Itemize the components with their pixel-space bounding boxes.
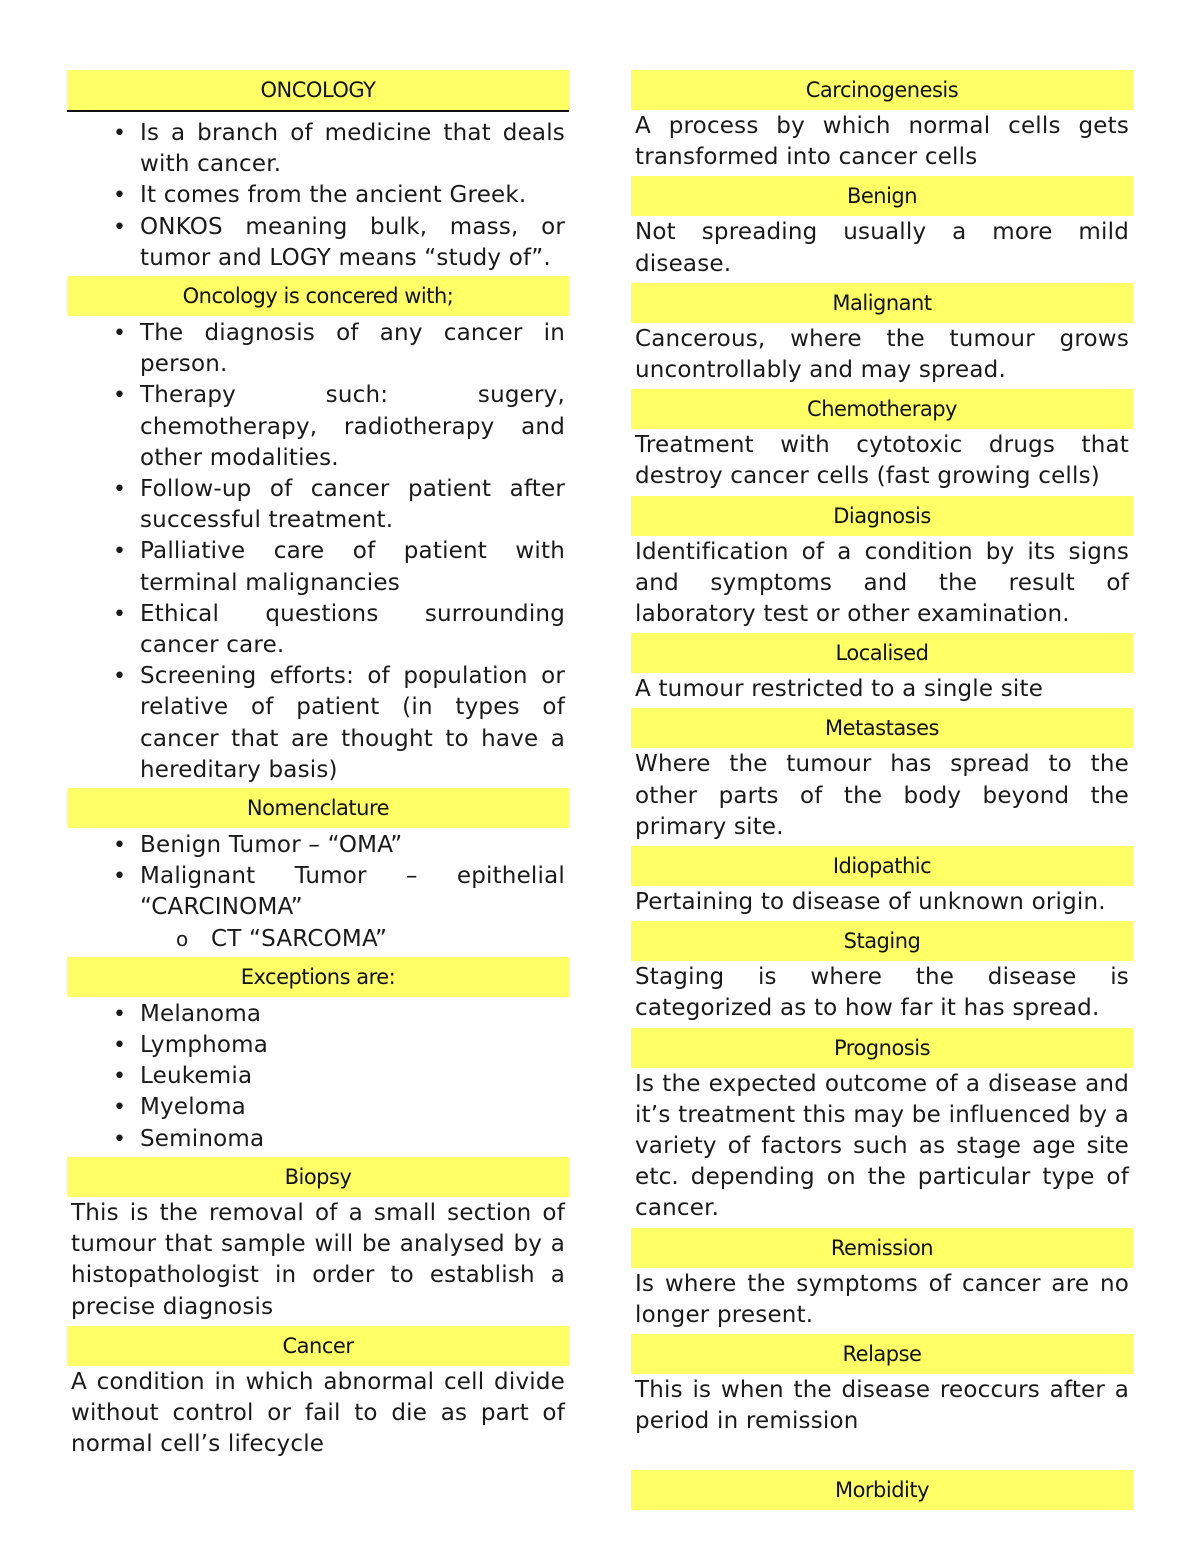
section-heading-exceptions: Exceptions are: <box>67 957 569 997</box>
nomenclature-list <box>67 830 569 955</box>
term-heading-prognosis: Prognosis <box>631 1028 1133 1068</box>
term-heading-morbidity: Morbidity <box>631 1470 1133 1510</box>
term-definition: Staging is where the disease is categorized as to how far it has spread. <box>635 964 1129 1022</box>
term-heading-malignant: Malignant <box>631 283 1133 323</box>
term-definition: Where the tumour has spread to the other parts of the body beyond the primary site. <box>635 751 1129 840</box>
section-heading-biopsy: Biopsy <box>67 1157 569 1197</box>
list-item: • Therapy such: sugery, chemotherapy, radiotherapy and other modalities. <box>67 380 565 474</box>
list-item: • Myeloma <box>67 1092 565 1123</box>
exceptions-list <box>67 999 569 1155</box>
biopsy-definition: This is the removal of a small section of tumour that sample will be analysed by a histopathologist in order to establish a precise diagnosis <box>71 1199 565 1320</box>
left-column <box>67 70 569 1463</box>
term-definition: Identification of a condition by its signs and symptoms and the result of laboratory test or other examination. <box>635 538 1129 628</box>
term-definition: Is where the symptoms of cancer are no longer present. <box>635 1270 1129 1328</box>
term-heading-remission: Remission <box>631 1228 1133 1268</box>
term-definition: This is when the disease reoccurs after a period in remission <box>635 1377 1129 1435</box>
term-heading-chemotherapy: Chemotherapy <box>631 389 1133 429</box>
list-item: • Ethical questions surrounding cancer care. <box>67 599 565 661</box>
concerned-list <box>67 318 569 786</box>
section-heading-nomenclature: Nomenclature <box>67 788 569 828</box>
term-heading-relapse: Relapse <box>631 1334 1133 1374</box>
list-item: • It comes from the ancient Greek. <box>67 180 565 211</box>
term-definition: Not spreading usually a more mild disease. <box>635 219 1129 277</box>
term-heading-carcinogenesis: Carcinogenesis <box>631 70 1133 110</box>
list-item: • ONKOS meaning bulk, mass, or tumor and LOGY means “study of”. <box>67 212 565 274</box>
section-heading-oncology: ONCOLOGY <box>67 70 569 112</box>
cancer-definition: A condition in which abnormal cell divide without control or fail to die as part of normal cell’s lifecycle <box>71 1368 565 1458</box>
list-item: • The diagnosis of any cancer in person. <box>67 318 565 380</box>
section-heading-cancer: Cancer <box>67 1326 569 1366</box>
right-column <box>631 70 1133 1510</box>
term-definition: Cancerous, where the tumour grows uncontrollably and may spread. <box>635 325 1129 384</box>
term-heading-metastases: Metastases <box>631 708 1133 748</box>
term-definition: Pertaining to disease of unknown origin. <box>635 889 1106 916</box>
list-item: • Malignant Tumor – epithelial “CARCINOMA” <box>67 861 565 923</box>
list-item: • Melanoma <box>67 999 565 1030</box>
term-heading-idiopathic: Idiopathic <box>631 846 1133 886</box>
oncology-definition-list <box>67 118 569 274</box>
list-item: • Screening efforts: of population or relative of patient (in types of cancer that are thought to have a hereditary basis) <box>67 661 565 786</box>
list-item: • Palliative care of patient with terminal malignancies <box>67 536 565 598</box>
term-heading-diagnosis: Diagnosis <box>631 496 1133 536</box>
term-definition: Treatment with cytotoxic drugs that destroy cancer cells (fast growing cells) <box>635 432 1129 490</box>
term-definition: A process by which normal cells gets transformed into cancer cells <box>635 113 1129 171</box>
term-definition: A tumour restricted to a single site <box>635 676 1044 703</box>
list-item: • Follow-up of cancer patient after successful treatment. <box>67 474 565 536</box>
section-heading-concerned: Oncology is concered with; <box>67 276 569 316</box>
list-item: • Is a branch of medicine that deals with cancer. <box>67 118 565 180</box>
term-heading-benign: Benign <box>631 176 1133 216</box>
list-item: • Lymphoma <box>67 1030 565 1061</box>
spacer <box>631 1440 1133 1470</box>
term-definition: Is the expected outcome of a disease and it’s treatment this may be influenced by a variety of factors such as stage age site etc. depending on the particular type of cancer. <box>635 1070 1129 1222</box>
sub-list-item: o CT “SARCOMA” <box>67 924 565 955</box>
term-heading-staging: Staging <box>631 921 1133 961</box>
list-item: • Benign Tumor – “OMA” <box>67 830 565 861</box>
list-item: • Seminoma <box>67 1124 565 1155</box>
term-heading-localised: Localised <box>631 633 1133 673</box>
list-item: • Leukemia <box>67 1061 565 1092</box>
